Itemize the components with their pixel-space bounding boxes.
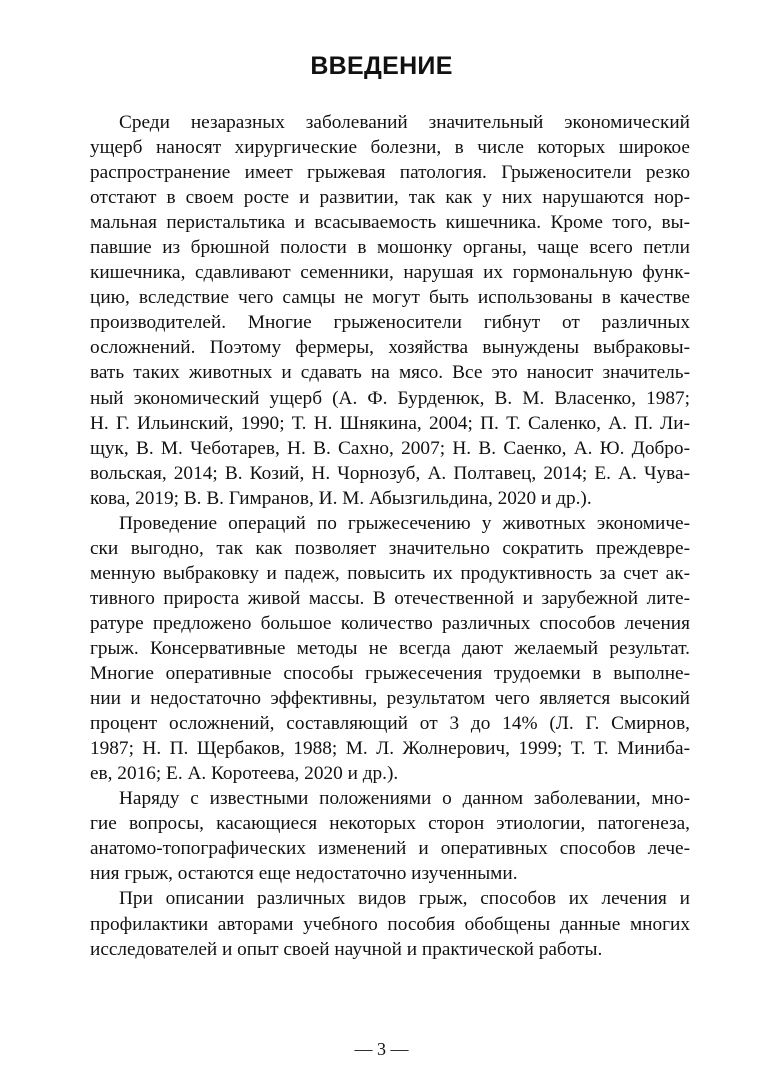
- text-line: кова, 2019; В. В. Гимранов, И. М. Абызгильдина, 2020 и др.).: [90, 487, 592, 509]
- text-line: ратуре предложено большое количество различных способов лечения: [90, 612, 690, 634]
- text-line: производителей. Многие грыженосители гибнут от различных: [90, 312, 690, 334]
- text-line: ущерб наносят хирургические болезни, в числе которых широкое: [90, 137, 690, 159]
- text-line: профилактики авторами учебного пособия обобщены данные многих: [90, 913, 690, 935]
- text-line: отстают в своем росте и развитии, так как у них нарушаются нор-: [90, 187, 690, 209]
- text-line: распространение имеет грыжевая патология. Грыженосители резко: [90, 162, 690, 184]
- paragraph: [90, 886, 690, 961]
- text-line: менную выбраковку и падеж, повысить их продуктивность за счет ак-: [90, 562, 690, 584]
- paragraph: [90, 110, 690, 511]
- text-line: ев, 2016; Е. А. Коротеева, 2020 и др.).: [90, 763, 399, 785]
- text-line: вольская, 2014; В. Козий, Н. Чорнозуб, А. Полтавец, 2014; Е. А. Чува-: [90, 462, 690, 484]
- text-line: цию, вследствие чего самцы не могут быть использованы в качестве: [90, 287, 690, 309]
- page-number: — 3 —: [354, 1039, 409, 1059]
- text-line: ски выгодно, так как позволяет значительно сократить преждевре-: [90, 537, 690, 559]
- text-line: Наряду с известными положениями о данном заболевании, мно-: [119, 788, 690, 810]
- text-line: осложнений. Поэтому фермеры, хозяйства вынуждены выбраковы-: [90, 337, 690, 359]
- paragraph: [90, 511, 690, 787]
- text-line: тивного прироста живой массы. В отечественной и зарубежной лите-: [90, 587, 690, 609]
- text-line: процент осложнений, составляющий от 3 до 14% (Л. Г. Смирнов,: [90, 713, 690, 735]
- text-line: нии и недостаточно эффективны, результатом чего является высокий: [90, 688, 690, 710]
- text-line: ный экономический ущерб (А. Ф. Бурденюк, В. М. Власенко, 1987;: [90, 387, 690, 409]
- text-line: анатомо-топографических изменений и оперативных способов лече-: [90, 838, 690, 860]
- text-line: 1987; Н. П. Щербаков, 1988; М. Л. Жолнерович, 1999; Т. Т. Миниба-: [90, 738, 690, 760]
- page-title: ВВЕДЕНИЕ: [310, 52, 453, 80]
- document-body: [90, 110, 690, 962]
- text-line: ния грыж, остаются еще недостаточно изученными.: [90, 863, 518, 885]
- text-line: щук, В. М. Чеботарев, Н. В. Сахно, 2007; Н. В. Саенко, А. Ю. Добро-: [90, 437, 690, 459]
- paragraph: [90, 786, 690, 886]
- text-line: гие вопросы, касающиеся некоторых сторон этиологии, патогенеза,: [90, 813, 690, 835]
- text-line: павшие из брюшной полости в мошонку органы, чаще всего петли: [90, 237, 690, 259]
- text-line: грыж. Консервативные методы не всегда дают желаемый результат.: [90, 637, 690, 659]
- text-line: Н. Г. Ильинский, 1990; Т. Н. Шнякина, 2004; П. Т. Саленко, А. П. Ли-: [90, 412, 690, 434]
- text-line: Среди незаразных заболеваний значительный экономический: [119, 112, 690, 133]
- text-line: Многие оперативные способы грыжесечения трудоемки в выполне-: [90, 663, 690, 685]
- text-line: Проведение операций по грыжесечению у животных экономиче-: [119, 512, 690, 534]
- text-line: При описании различных видов грыж, способов их лечения и: [119, 888, 690, 910]
- text-line: кишечника, сдавливают семенники, нарушая их гормональную функ-: [90, 262, 690, 284]
- text-line: исследователей и опыт своей научной и практической работы.: [90, 938, 603, 960]
- text-line: мальная перистальтика и всасываемость кишечника. Кроме того, вы-: [90, 212, 690, 234]
- text-line: вать таких животных и сдавать на мясо. Все это наносит значитель-: [90, 362, 690, 384]
